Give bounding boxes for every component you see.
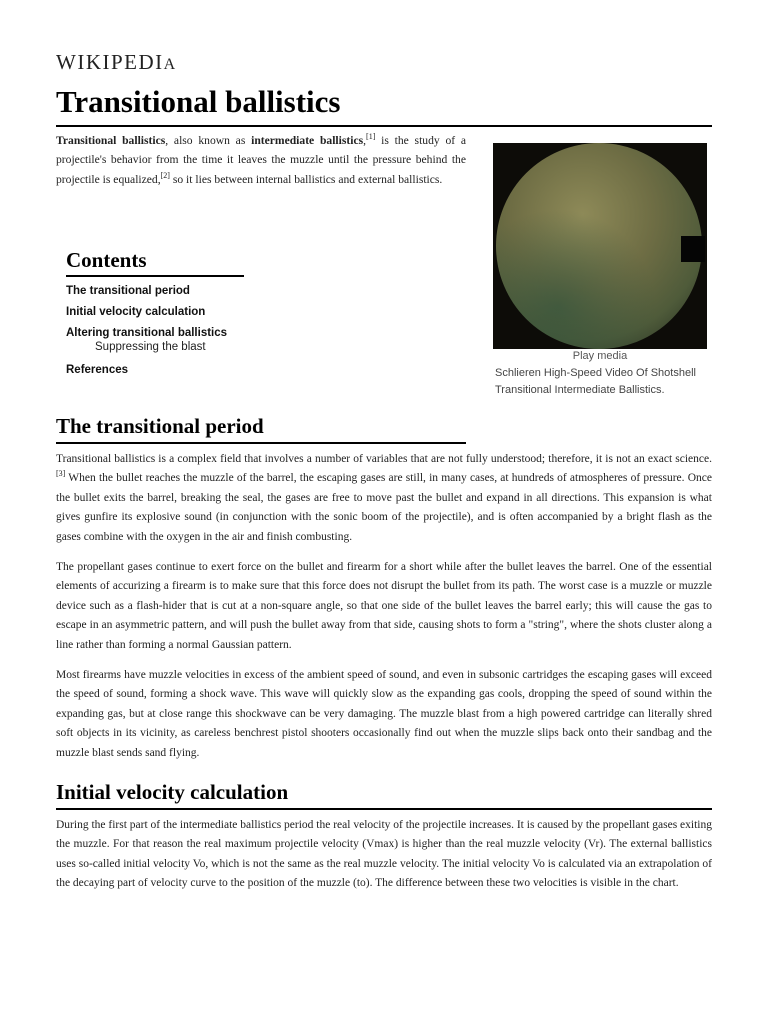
reference-link-1[interactable]: [1] bbox=[366, 132, 376, 142]
reference-link-2[interactable]: [2] bbox=[160, 170, 170, 180]
page-title: Transitional ballistics bbox=[56, 84, 341, 119]
media-infobox bbox=[493, 143, 707, 398]
toc-item-references[interactable]: References bbox=[66, 364, 129, 376]
section-heading-initial-velocity: Initial velocity calculation bbox=[56, 780, 289, 804]
paragraph: The propellant gases continue to exert force on the bullet and firearm for a short while after the bullet leaves the barrel. One of the essential elements of accurizing a firearm is to make sure that this force does not disrupt the bullet from its path. The worst case is a muzzle or muzzle device such as a flash-hider that is cut at a non-square angle, so that one side of the bullet leaves the barrel early; this will cause the gas to escape in an asymmetric pattern, and will push the bullet away from that side, causing shots to form a "string", where the shots cluster along a line rather than forming a normal Gaussian pattern. bbox=[56, 561, 712, 651]
table-of-contents bbox=[66, 248, 244, 383]
section-heading-transitional-period: The transitional period bbox=[56, 414, 264, 438]
toc-list bbox=[66, 283, 244, 383]
shock-wave-disc bbox=[496, 143, 702, 349]
play-media-link[interactable]: Play media bbox=[572, 350, 628, 362]
intro-paragraph bbox=[56, 131, 466, 189]
wordmark-main: WIKIPEDI bbox=[56, 50, 164, 74]
media-caption: Schlieren High-Speed Video Of Shotshell Transitional Intermediate Ballistics. bbox=[495, 367, 696, 396]
intro-term: Transitional ballistics bbox=[56, 134, 166, 147]
section-divider bbox=[56, 442, 466, 444]
intro-alt-term: intermediate ballistics bbox=[251, 134, 364, 147]
intro-text-2: , bbox=[363, 134, 367, 147]
muzzle-silhouette bbox=[681, 236, 705, 262]
toc-item-altering-ballistics[interactable]: Altering transitional ballistics bbox=[66, 327, 228, 339]
wordmark-end: A bbox=[163, 56, 177, 73]
intro-text-3: is the study of a projectile's behavior from the time it leaves the muzzle until the pressure behind the projectile is equalized, bbox=[56, 134, 467, 186]
intro-text-4: so it lies between internal ballistics and external ballistics. bbox=[169, 172, 443, 186]
paragraph: Most firearms have muzzle velocities in excess of the ambient speed of sound, and even in subsonic cartridges the escaping gases will exceed the speed of sound, forming a shock wave. This wave will quickly slow as the expanding gas cools, dropping the speed of sound within the expanding gas, but at close range this shockwave can be very damaging. The muzzle blast from a high powered cartridge can literally shred soft objects in its vicinity, as careless benchrest pistol shooters occasionally find out when the muzzle slips back onto their sandbag and the muzzle blast sends sand flying. bbox=[56, 669, 712, 759]
paragraph-text: Transitional ballistics is a complex field that involves a number of variables that are not fully understood; therefore, it is not an exact science. bbox=[56, 453, 712, 465]
toc-item-initial-velocity[interactable]: Initial velocity calculation bbox=[66, 306, 206, 318]
paragraph bbox=[56, 450, 712, 547]
title-divider bbox=[56, 125, 712, 127]
intro-text-1: , also known as bbox=[165, 134, 252, 147]
toc-title: Contents bbox=[66, 248, 244, 277]
section-divider bbox=[56, 808, 712, 810]
toc-item-suppressing-blast[interactable]: Suppressing the blast bbox=[95, 341, 206, 353]
reference-link-3[interactable]: [3] bbox=[56, 469, 66, 479]
toc-item-transitional-period[interactable]: The transitional period bbox=[66, 285, 190, 297]
wikipedia-wordmark[interactable] bbox=[56, 50, 177, 75]
paragraph: During the first part of the intermediate ballistics period the real velocity of the projectile increases. It is caused by the propellant gases exiting the muzzle. For that reason the real maximum projectile velocity (Vmax) is higher than the real muzzle velocity (Vr). The external ballistics uses so-called initial velocity Vo, which is not the same as the real muzzle velocity. The initial velocity Vo is calculated via an extrapolation of the decaying part of velocity curve to the position of the muzzle (to). The difference between these two velocities is visible in the chart. bbox=[56, 819, 712, 890]
schlieren-video-thumbnail[interactable] bbox=[493, 143, 707, 349]
paragraph-text: When the bullet reaches the muzzle of the barrel, the escaping gases are still, in many cases, at hundreds of atmospheres of pressure. Once the bullet exits the barrel, breaking the seal, the gases are free to move past the bullet and expand in all directions. This expansion is what gives gunfire its explosive sound (in conjunction with the sonic boom of the projectile), and is often accompanied by a bright flash as the gases combine with the oxygen in the air and finish combusting. bbox=[56, 472, 712, 543]
